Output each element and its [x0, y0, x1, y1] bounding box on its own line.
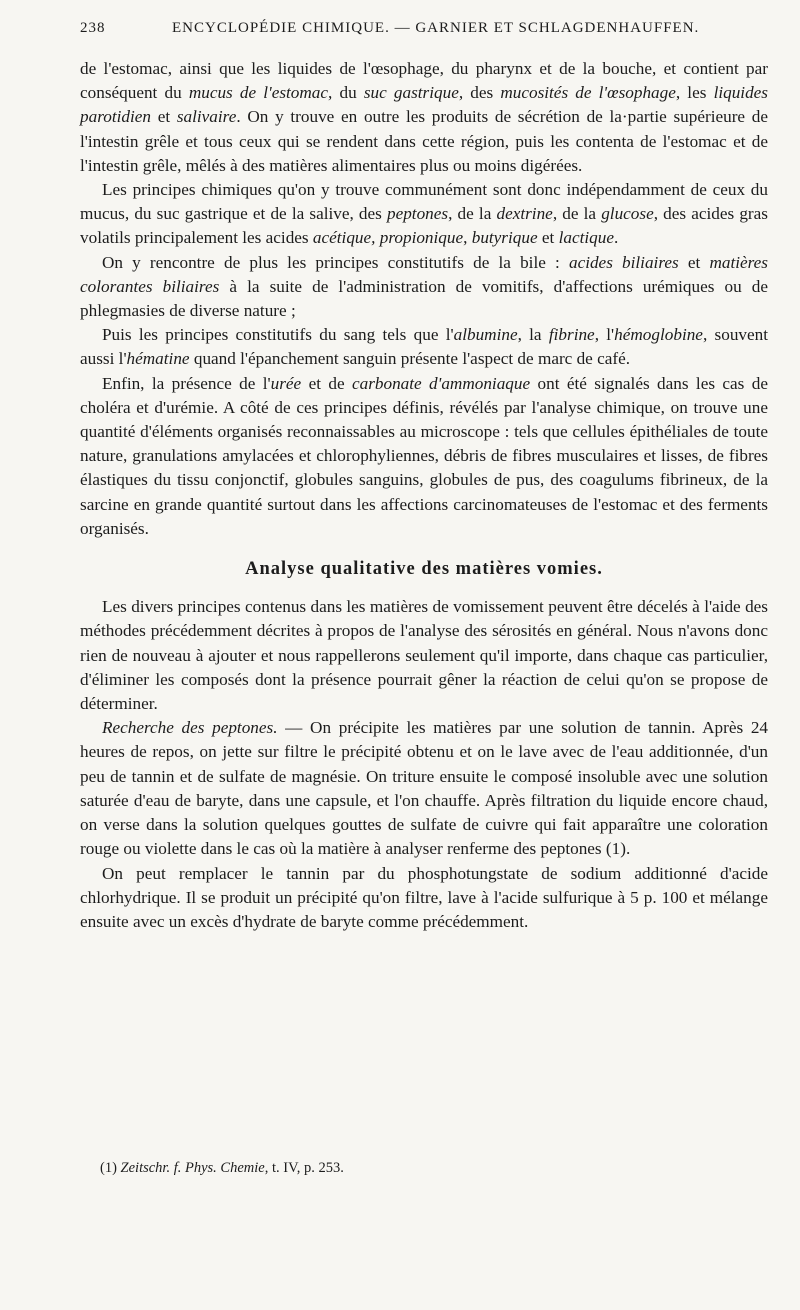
subsection-heading: Recherche des peptones.	[102, 718, 278, 738]
section-heading: Analyse qualitative des matières vomies.	[245, 559, 603, 580]
footnote-ref: , t. IV, p. 253.	[264, 1160, 344, 1176]
footnote	[100, 1160, 344, 1177]
page-number: 238	[80, 20, 106, 36]
paragraph-2: Les principes chimiques qu'on y trouve communément sont donc indépendamment de ceux du mucus, du suc gastrique et de la salive, des peptones, de la dextrine, de la glucose, des acides gras volatils principalement les acides acétique, propionique, butyrique et lactique.	[80, 180, 768, 248]
footnote-mark: (1)	[100, 1160, 117, 1176]
footnote-journal: Zeitschr. f. Phys. Chemie	[120, 1160, 265, 1176]
running-title: ENCYCLOPÉDIE CHIMIQUE. — GARNIER ET SCHLAGDENHAUFFEN.	[172, 20, 700, 36]
paragraph-1: de l'estomac, ainsi que les liquides de l'œsophage, du pharynx et de la bouche, et contient par conséquent du mucus de l'estomac, du suc gastrique, des mucosités de l'œsophage, les liquides parotidien et salivaire. On y trouve en outre les produits de sécrétion de la·partie supérieure de l'intestin grêle et tous ceux qui se rendent dans cette région, puis les contenta de l'estomac et de l'intestin grêle, mêlés à des matières alimentaires plus ou moins digérées.	[80, 59, 768, 175]
paragraph-3: On y rencontre de plus les principes constitutifs de la bile : acides biliaires et matières colorantes biliaires à la suite de l'administration de vomitifs, d'affections urémiques ou de phlegmasies de diverse nature ;	[80, 252, 768, 321]
paragraph-8: On peut remplacer le tannin par du phosphotungstate de sodium additionné d'acide chlorhydrique. Il se produit un précipité qu'on filtre, lave à l'acide sulfurique à 5 p. 100 et mélange ensuite avec un excès d'hydrate de baryte comme précédemment.	[80, 863, 768, 931]
paragraph-6: Les divers principes contenus dans les matières de vomissement peuvent être décelés à l'aide des méthodes précédemment décrites à propos de l'analyse des sérosités en général. Nous n'avons donc rien de nouveau à ajouter et nous rappellerons seulement qu'il importe, dans chaque cas particulier, d'éliminer les composés dont la présence pourrait gêner la réaction de celui qu'on se propose de déterminer.	[80, 597, 768, 714]
main-text	[80, 57, 768, 934]
paragraph-7: Recherche des peptones. — On précipite les matières par une solution de tannin. Après 24 heures de repos, on jette sur filtre le précipité obtenu et on le lave avec de l'eau additionnée, d'un peu de tannin et de sulfate de magnésie. On triture ensuite le composé insoluble avec une solution saturée d'eau de baryte, dans une capsule, et l'on chauffe. Après filtration du liquide encore chaud, on verse dans la solution quelques gouttes de sulfate de cuivre qui fait apparaître une coloration rouge ou violette dans le cas où la matière à analyser renferme des peptones (1).	[80, 718, 769, 859]
paragraph-4: Puis les principes constitutifs du sang tels que l'albumine, la fibrine, l'hémoglobine, souvent aussi l'hématine quand l'épanchement sanguin présente l'aspect de marc de café.	[80, 325, 769, 369]
paragraph-5: Enfin, la présence de l'urée et de carbonate d'ammoniaque ont été signalés dans les cas de choléra et d'urémie. A côté de ces principes définis, révélés par l'analyse chimique, on trouve une quantité d'éléments organisés reconnaissables au microscope : tels que cellules épithéliales de toute nature, granulations amylacées et chlorophyliennes, débris de fibres musculaires et lisses, de fibres élastiques du tissu conjonctif, globules sanguins, globules de pus, des coagulums fibrineux, de la sarcine en grande quantité surtout dans les affections carcinomateuses de l'estomac et des ferments organisés.	[80, 373, 768, 538]
